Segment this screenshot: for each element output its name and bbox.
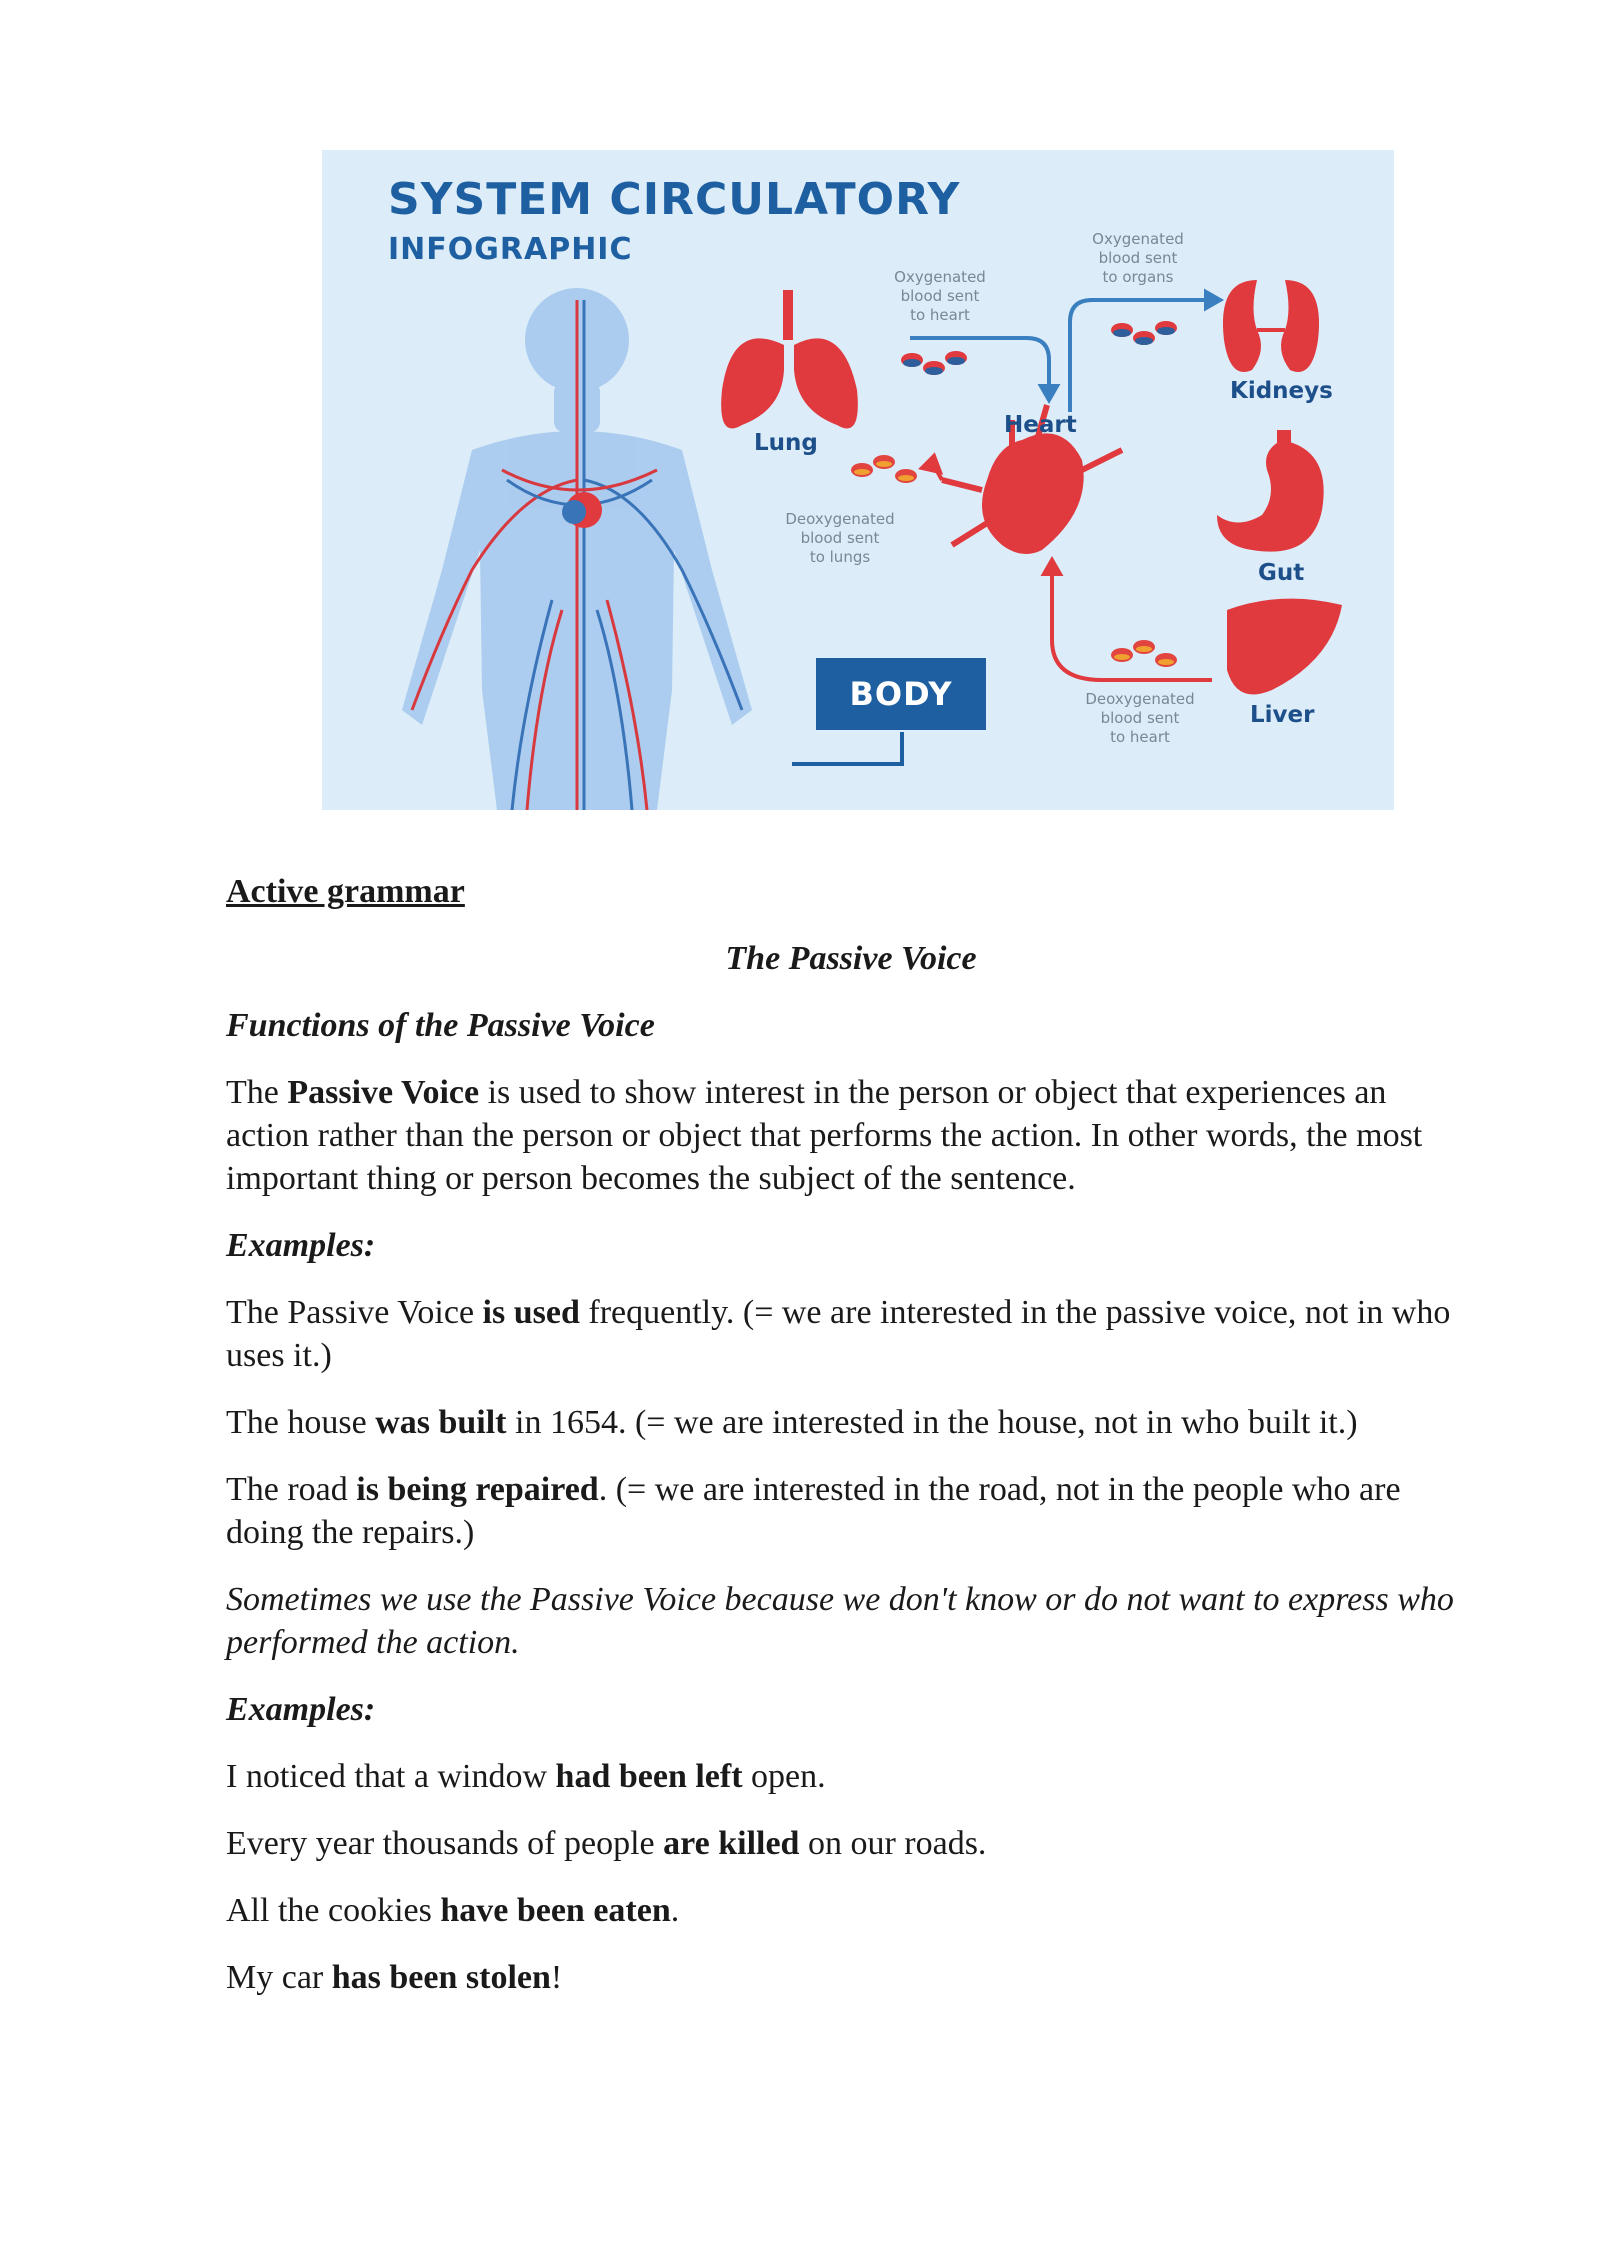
example-sentence: Every year thousands of people are killed on our roads. [226, 1825, 987, 1862]
liver-icon [1227, 599, 1342, 695]
examples-heading-1: Examples: [226, 1227, 376, 1264]
example-sentence: I noticed that a window had been left open. [226, 1758, 826, 1795]
label-kidneys: Kidneys [1230, 378, 1333, 404]
body-label-box: BODY [816, 658, 986, 730]
gut-icon [1217, 430, 1324, 552]
example-sentence: The Passive Voice is used frequently. (= we are interested in the passive voice, not in who uses it.) [226, 1294, 1451, 1374]
oxygenated-cells-2 [1111, 321, 1177, 345]
note-deoxy-to-lungs: Deoxygenated blood sent to lungs [785, 510, 895, 566]
note-oxy-to-organs: Oxygenated blood sent to organs [1092, 230, 1184, 286]
deoxygenated-cells-1 [851, 455, 917, 483]
section-heading: Active grammar [226, 873, 465, 910]
document-body [226, 870, 1476, 2023]
infographic-subtitle: INFOGRAPHIC [388, 232, 633, 267]
example-sentence: The house was built in 1654. (= we are interested in the house, not in who built it.) [226, 1404, 1358, 1441]
infographic-title: SYSTEM CIRCULATORY [388, 174, 961, 225]
note-oxy-to-heart: Oxygenated blood sent to heart [894, 268, 986, 324]
kidneys-icon [1223, 280, 1319, 372]
deoxygenated-cells-2 [1111, 640, 1177, 667]
label-gut: Gut [1258, 560, 1305, 586]
example-sentence: All the cookies have been eaten. [226, 1892, 680, 1929]
label-heart: Heart [1004, 412, 1077, 438]
example-sentence: My car has been stolen! [226, 1959, 563, 1996]
note-deoxy-to-heart: Deoxygenated blood sent to heart [1085, 690, 1195, 746]
circulatory-infographic [322, 150, 1394, 810]
label-lung: Lung [754, 430, 818, 456]
document-title: The Passive Voice [725, 940, 977, 977]
example-sentence: The road is being repaired. (= we are interested in the road, not in the people who are doing the repairs.) [226, 1471, 1401, 1551]
body-connector-line [792, 732, 902, 764]
label-liver: Liver [1250, 702, 1315, 728]
lung-icon [721, 290, 858, 428]
functions-heading: Functions of the Passive Voice [226, 1007, 655, 1044]
intro-paragraph: The Passive Voice is used to show interest in the person or object that experiences an action rather than the person or object that performs the action. In other words, the most important thing or person becomes the subject of the sentence. [226, 1074, 1423, 1197]
italic-note: Sometimes we use the Passive Voice because we don't know or do not want to express who performed the action. [226, 1581, 1454, 1661]
examples-heading-2: Examples: [226, 1691, 376, 1728]
oxygenated-cells-1 [901, 351, 967, 375]
